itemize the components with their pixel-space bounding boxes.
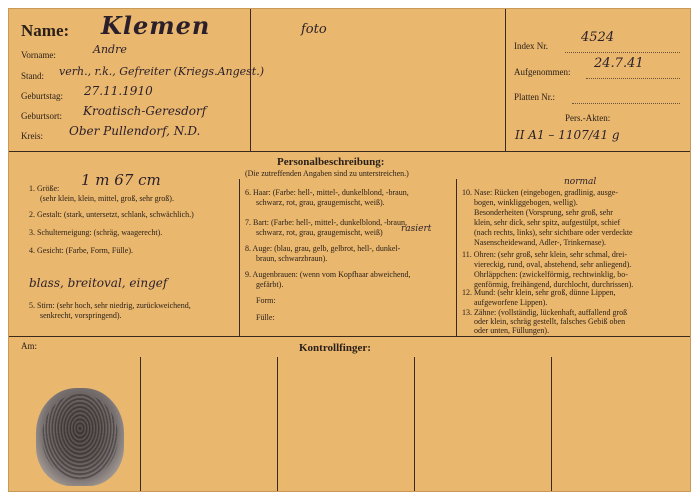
desc-1-line-5: 4. Gesicht: (Farbe, Form, Fülle).	[29, 246, 133, 255]
index-label: Index Nr.	[514, 41, 548, 51]
control-title: Kontrollfinger:	[299, 342, 371, 354]
finger-divider-2	[277, 357, 278, 492]
header-divider	[9, 151, 691, 152]
brow-fill-label: Fülle:	[256, 313, 275, 322]
akten-label: Pers.-Akten:	[565, 113, 611, 123]
desc-3-line-13: 13. Zähne: (vollständig, lückenhaft, auffallend groß	[462, 308, 628, 317]
kreis-label: Kreis:	[21, 131, 43, 141]
name-label: Name:	[21, 21, 70, 40]
desc-1-line-3: 2. Gestalt: (stark, untersetzt, schlank, schwächlich.)	[29, 210, 194, 219]
desc-3-line-10: genförmig, freihängend, durchlocht, durchrissen).	[474, 280, 634, 289]
desc-3-line-12: aufgeworfene Lippen).	[474, 298, 548, 307]
desc-2-line-8: gefärbt).	[256, 280, 284, 289]
am-label: Am:	[21, 341, 38, 351]
fingerprint-image	[36, 388, 124, 486]
geburtsort-label: Geburtsort:	[21, 111, 62, 121]
desc-1-line-2: (sehr klein, klein, mittel, groß, sehr groß).	[40, 194, 174, 203]
header-col-divider-2	[505, 9, 506, 151]
personnel-card	[8, 8, 691, 492]
nose-value: normal	[564, 177, 597, 187]
desc-1-line-7: senkrecht, vorspringend).	[40, 311, 122, 320]
desc-3-line-3: Besonderheiten (Vorsprung, sehr groß, sehr	[474, 208, 613, 217]
desc-2-line-4: schwarz, rot, grau, graugemischt, weiß)	[256, 228, 383, 237]
desc-col-divider-1	[239, 179, 240, 336]
kreis-value: Ober Pullendorf, N.D.	[69, 124, 201, 138]
desc-2-line-5: 8. Auge: (blau, grau, gelb, gelbrot, hell-, dunkel-	[245, 244, 401, 253]
desc-3-line-15: oder unten, Füllungen).	[474, 326, 550, 335]
stand-label: Stand:	[21, 71, 45, 81]
akten-value: II A1 – 1107/41 g	[515, 128, 620, 142]
desc-3-line-1: 10. Nase: Rücken (eingebogen, gradlinig, ausge-	[462, 188, 618, 197]
beard-value: rasiert	[401, 224, 432, 234]
desc-3-line-7: 11. Ohren: (sehr groß, sehr klein, sehr schmal, drei-	[462, 250, 627, 259]
desc-3-line-6: Nasenscheidewand, Adler-, Trinkernase).	[474, 238, 607, 247]
desc-2-line-1: 6. Haar: (Farbe: hell-, mittel-, dunkelblond, -braun,	[245, 188, 409, 197]
desc-2-line-2: schwarz, rot, grau, graugemischt, weiß).	[256, 198, 385, 207]
vorname-value: Andre	[93, 43, 127, 56]
aufgenommen-value: 24.7.41	[594, 56, 644, 71]
name-value: Klemen	[101, 11, 211, 40]
desc-3-line-5: (nach rechts, links), sehr sichtbare oder verdeckte	[474, 228, 633, 237]
photo-note: foto	[301, 22, 327, 37]
finger-divider-1	[140, 357, 141, 492]
geburtstag-value: 27.11.1910	[84, 84, 153, 98]
geburtsort-value: Kroatisch-Geresdorf	[83, 104, 207, 118]
desc-3-line-9: Ohrläppchen: (zwickelförmig, rechtwinklig, bo-	[474, 270, 628, 279]
desc-2-line-7: 9. Augenbrauen: (wenn vom Kopfhaar abweichend,	[245, 270, 411, 279]
desc-col-divider-2	[456, 179, 457, 336]
aufgenommen-label: Aufgenommen:	[514, 67, 571, 77]
vorname-label: Vorname:	[21, 50, 56, 60]
size-value: 1 m 67 cm	[81, 171, 161, 189]
index-line	[565, 52, 680, 53]
description-subtitle: (Die zutreffenden Angaben sind zu unterstreichen.)	[245, 169, 409, 178]
stand-value: verh., r.k., Gefreiter (Kriegs.Angest.)	[59, 65, 265, 78]
geburtstag-label: Geburtstag:	[21, 91, 63, 101]
control-divider	[9, 336, 691, 337]
desc-3-line-8: viereckig, rund, oval, abstehend, sehr anliegend).	[474, 260, 632, 269]
desc-1-line-4: 3. Schulterneigung: (schräg, waagerecht).	[29, 228, 163, 237]
platten-label: Platten Nr.:	[514, 92, 555, 102]
aufgenommen-line	[586, 78, 680, 79]
desc-3-line-11: 12. Mund: (sehr klein, sehr groß, dünne Lippen,	[462, 288, 616, 297]
desc-1-line-6: 5. Stirn: (sehr hoch, sehr niedrig, zurückweichend,	[29, 301, 191, 310]
desc-2-line-3: 7. Bart: (Farbe: hell-, mittel-, dunkelblond, -braun,	[245, 218, 407, 227]
description-title: Personalbeschreibung:	[277, 156, 385, 168]
platten-line	[572, 103, 680, 104]
finger-divider-4	[551, 357, 552, 492]
desc-2-line-6: braun, schwarzbraun).	[256, 254, 328, 263]
desc-1-line-1: 1. Größe:	[29, 184, 60, 193]
desc-3-line-2: bogen, winkliggebogen, wellig).	[474, 198, 578, 207]
index-value: 4524	[581, 30, 615, 45]
face-value: blass, breitoval, eingef	[29, 276, 168, 290]
finger-divider-3	[414, 357, 415, 492]
brow-form-label: Form:	[256, 296, 276, 305]
desc-3-line-4: klein, sehr dick, sehr spitz, aufgestülpt, schief	[474, 218, 621, 227]
header-col-divider-1	[250, 9, 251, 151]
desc-3-line-14: oder klein, schräg gestellt, falsches Gebiß oben	[474, 317, 626, 326]
